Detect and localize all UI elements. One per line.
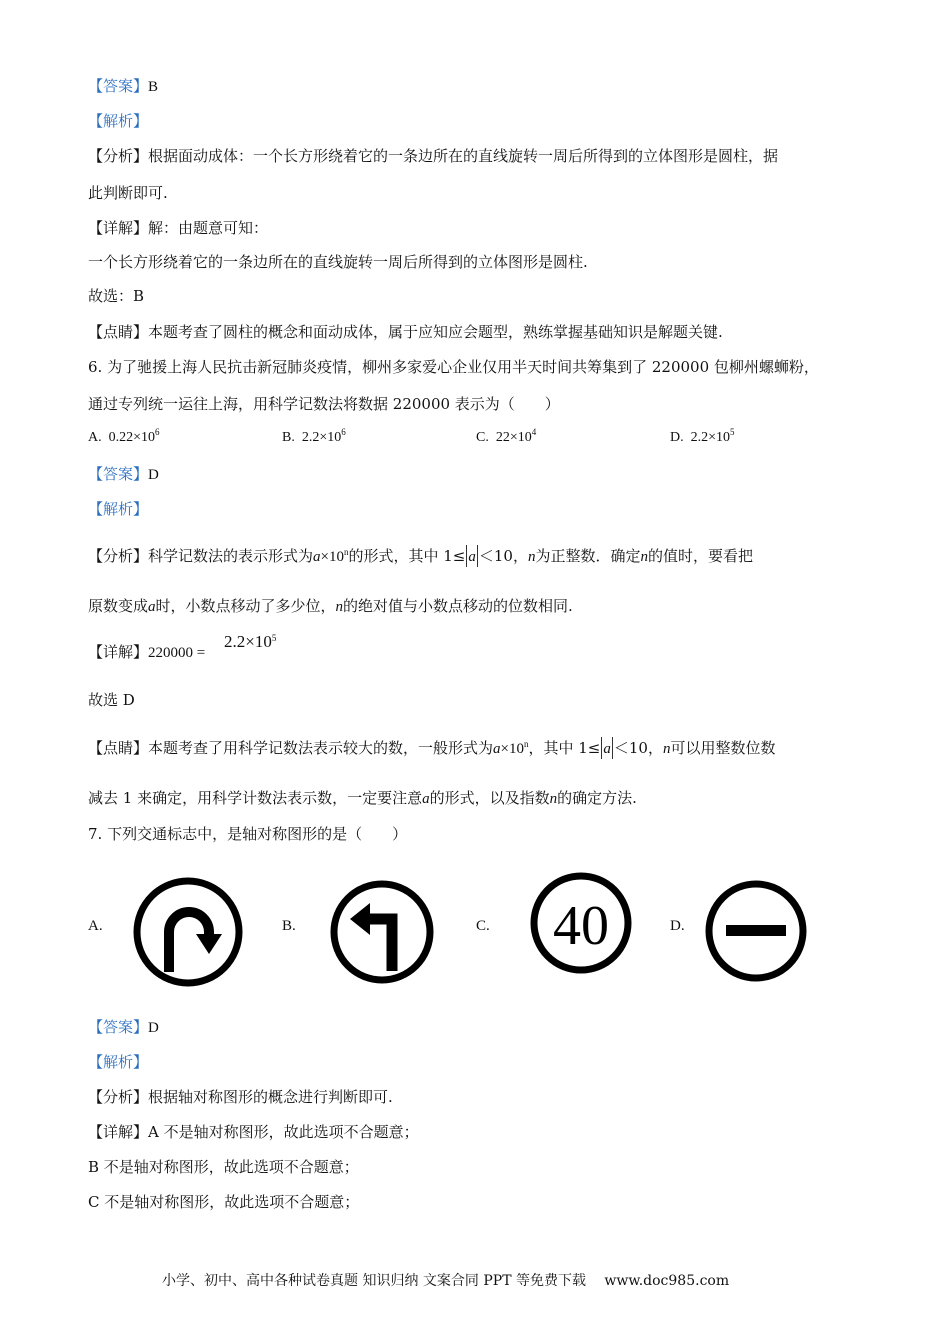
q5-xiangjie-line-2: 一个长方形绕着它的一条边所在的直线旋转一周后所得到的立体图形是圆柱.	[88, 253, 588, 271]
fenxi-tag: 【分析】	[88, 1088, 149, 1106]
q7-xiangjie-line-3: C 不是轴对称图形，故此选项不合题意；	[88, 1193, 360, 1211]
option-base: 0.22×10	[108, 430, 156, 445]
fenxi-text: 时，小数点移动了多少位，	[155, 597, 336, 615]
q7-label-c[interactable]: C.	[476, 918, 490, 934]
option-base: 22×10	[495, 430, 532, 445]
q6-fenxi-line-2	[88, 596, 573, 617]
q7-fenxi-line	[88, 1087, 393, 1107]
xiangjie-rhs-base: 2.2×10	[224, 632, 272, 651]
answer-value: D	[148, 1020, 159, 1036]
math-a: a	[148, 599, 156, 615]
fenxi-text: 的绝对值与小数点移动的位数相同.	[343, 597, 573, 615]
q7-xiangjie-line	[88, 1122, 419, 1142]
option-base: 2.2×10	[301, 430, 342, 445]
dianjing-text: 的形式，以及指数	[429, 789, 550, 807]
q6-option-b[interactable]	[282, 428, 346, 448]
q7-label-b[interactable]: B.	[282, 918, 296, 934]
no-entry-sign-icon	[704, 879, 808, 983]
math-a: a	[422, 791, 430, 807]
page-footer[interactable]: 小学、初中、高中各种试卷真题 知识归纳 文案合同 PPT 等免费下载 www.doc985.com	[162, 1273, 730, 1289]
q6-stem-line-1: 6. 为了驰援上海人民抗击新冠肺炎疫情，柳州多家爱心企业仅用半天时间共筹集到了 220000 包柳州螺蛳粉，	[88, 358, 819, 376]
q5-dianjing-line	[88, 322, 723, 342]
dianjing-tag: 【点睛】	[88, 739, 149, 757]
q6-fenxi-line	[88, 545, 753, 567]
option-base: 2.2×10	[690, 430, 731, 445]
answer-tag: 【答案】	[88, 77, 149, 95]
option-letter: B.	[282, 430, 295, 445]
math-a: a	[313, 549, 321, 565]
fenxi-text: 根据面动成体：一个长方形绕着它的一条边所在的直线旋转一周后所得到的立体图形是圆柱，据	[148, 147, 779, 165]
analysis-tag: 【解析】	[88, 1053, 149, 1071]
option-exponent: 6	[155, 427, 160, 437]
answer-value: B	[148, 79, 159, 95]
math-exponent-n: n	[344, 547, 349, 557]
xiangjie-rhs	[224, 632, 276, 652]
answer-tag: 【答案】	[88, 465, 149, 483]
dianjing-text: ，其中 1≤	[528, 739, 601, 757]
q6-guxuan: 故选 D	[88, 691, 135, 709]
fenxi-tag: 【分析】	[88, 547, 149, 565]
math-exponent-n: n	[524, 739, 529, 749]
q5-fenxi-line-2: 此判断即可.	[88, 184, 168, 202]
fenxi-text: 的值时，要看把	[648, 547, 754, 565]
math-a: a	[468, 549, 476, 565]
fenxi-text: 的形式，其中 1≤	[348, 547, 466, 565]
dianjing-text: 减去 1 来确定，用科学计数法表示数，一定要注意	[88, 789, 423, 807]
q6-stem-line-2: 通过专列统一运往上海，用科学记数法将数据 220000 表示为（ ）	[88, 395, 560, 413]
math-times10: ×10	[320, 549, 344, 565]
answer-value: D	[148, 467, 159, 483]
math-n: n	[549, 791, 558, 807]
q7-answer-line	[88, 1017, 159, 1038]
option-exponent: 5	[730, 427, 735, 437]
option-letter: C.	[476, 430, 489, 445]
fenxi-text: 原数变成	[88, 597, 149, 615]
dianjing-text: 本题考查了用科学记数法表示较大的数，一般形式为	[148, 739, 494, 757]
math-a: a	[603, 741, 611, 757]
math-n: n	[662, 741, 671, 757]
q6-option-d[interactable]	[670, 428, 735, 448]
option-letter: D.	[670, 430, 684, 445]
q7-label-a[interactable]: A.	[88, 918, 103, 934]
option-letter: A.	[88, 430, 102, 445]
q5-guxuan: 故选：B	[88, 287, 145, 305]
xiangjie-tag: 【详解】	[88, 643, 149, 661]
xiangjie-tag: 【详解】	[88, 1123, 149, 1141]
u-turn-sign-icon	[132, 876, 244, 988]
xiangjie-lhs: 220000 =	[148, 645, 206, 661]
q5-fenxi-line	[88, 146, 778, 166]
option-exponent: 4	[531, 427, 537, 437]
math-times10: ×10	[500, 741, 524, 757]
answer-tag: 【答案】	[88, 1018, 149, 1036]
q6-dianjing-line-2	[88, 788, 637, 809]
fenxi-tag: 【分析】	[88, 147, 149, 165]
q6-option-c[interactable]	[476, 428, 536, 448]
dianjing-text: ＜10，	[613, 739, 663, 757]
dianjing-text: 本题考查了圆柱的概念和面动成体，属于应知应会题型，熟练掌握基础知识是解题关键.	[148, 323, 723, 341]
dianjing-text: 的确定方法.	[557, 789, 637, 807]
q5-xiangjie-line	[88, 218, 268, 238]
speed-limit-sign-icon	[528, 870, 634, 976]
q6-dianjing-line	[88, 737, 776, 759]
turn-left-sign-icon	[328, 879, 436, 985]
q5-answer-line	[88, 76, 158, 97]
q6-xiangjie-line	[88, 642, 205, 663]
math-n: n	[640, 549, 648, 565]
q7-xiangjie-line-2: B 不是轴对称图形，故此选项不合题意；	[88, 1158, 359, 1176]
fenxi-text: ＜10，	[478, 547, 528, 565]
q6-answer-line	[88, 464, 159, 485]
analysis-tag: 【解析】	[88, 500, 149, 518]
abs-bar-right	[477, 545, 478, 567]
option-exponent: 6	[341, 427, 346, 437]
q6-option-a[interactable]	[88, 428, 160, 448]
fenxi-text: 科学记数法的表示形式为	[148, 547, 314, 565]
xiangjie-text: A 不是轴对称图形，故此选项不合题意；	[148, 1123, 419, 1141]
dianjing-text: 可以用整数位数	[670, 739, 776, 757]
abs-bar-right	[612, 737, 613, 759]
math-a: a	[493, 741, 501, 757]
xiangjie-text: 解：由题意可知：	[148, 219, 269, 237]
speed-limit-value: 40	[553, 895, 609, 957]
xiangjie-tag: 【详解】	[88, 219, 149, 237]
math-n: n	[335, 599, 344, 615]
q7-stem: 7. 下列交通标志中，是轴对称图形的是（ ）	[88, 825, 408, 843]
dianjing-tag: 【点睛】	[88, 323, 149, 341]
q7-label-d[interactable]: D.	[670, 918, 685, 934]
math-n: n	[527, 549, 536, 565]
fenxi-text: 为正整数．确定	[535, 547, 641, 565]
xiangjie-rhs-exponent: 5	[271, 633, 277, 643]
analysis-tag: 【解析】	[88, 112, 149, 130]
fenxi-text: 根据轴对称图形的概念进行判断即可.	[148, 1088, 393, 1106]
